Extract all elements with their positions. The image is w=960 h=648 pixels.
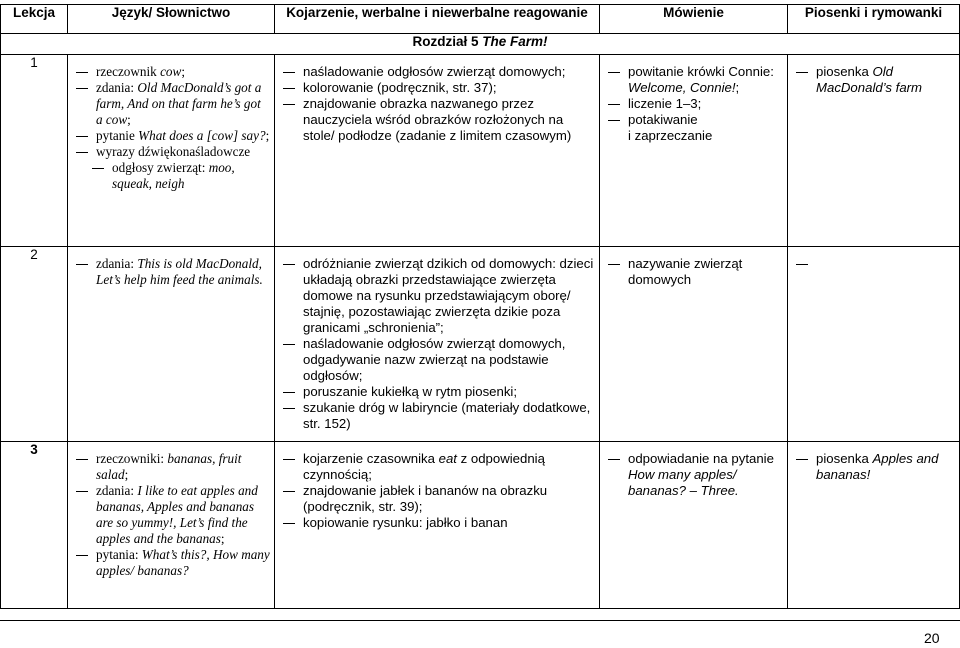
item-text: wyrazy dźwiękonaśladowcze [96,144,251,159]
list-item [275,80,595,96]
speaking-cell [600,55,788,247]
list-item [600,64,783,96]
songs-cell [788,55,960,247]
table-row [1,55,960,247]
list-item [275,483,595,515]
header-speaking: Mówienie [600,5,788,34]
list-item [600,96,783,112]
item-text: szukanie dróg w labiryncie (materiały dodatkowe, str. 152) [303,400,591,431]
chapter-row [1,34,960,55]
speaking-list [600,442,787,505]
item-text: ; [124,467,129,482]
lesson-plan-table [0,4,960,609]
list-item [275,96,595,144]
list-item [68,128,270,144]
item-text: Welcome, Connie! [628,80,736,95]
list-item [68,80,270,128]
language-list [68,247,274,294]
reacting-cell [275,247,600,442]
chapter-name: The Farm! [482,34,548,49]
item-text: cow [160,64,182,79]
language-list [68,442,274,585]
list-item [68,451,270,483]
list-item [275,451,595,483]
speaking-list [600,55,787,150]
chapter-title [1,34,960,55]
list-item [275,384,595,400]
lesson-number: 1 [1,55,68,247]
header-songs: Piosenki i rymowanki [788,5,960,34]
item-text: powitanie krówki Connie: [628,64,774,79]
item-text: odpowiadanie na pytanie [628,451,774,466]
list-item [600,128,783,144]
item-text: odgłosy zwierząt: [112,160,209,175]
list-item [68,547,270,579]
item-text: pytania: [96,547,142,562]
item-text: zdania: [96,483,138,498]
item-text: z odpowiednią czynnością; [303,451,545,482]
item-text: poruszanie kukiełką w rytm piosenki; [303,384,518,399]
item-text: piosenka [816,64,873,79]
list-item [275,64,595,80]
item-text: Old MacDonald’s got a farm, And on that farm he’s got a cow [96,80,262,127]
item-text: piosenka [816,451,873,466]
reacting-cell [275,55,600,247]
item-text: nazywanie zwierząt domowych [628,256,743,287]
list-item [275,400,595,432]
table-row [1,247,960,442]
item-text: naśladowanie odgłosów zwierząt domowych, odgadywanie nazw zwierząt na podstawie odgłosów; [303,336,566,383]
list-item [68,64,270,80]
table-row [1,442,960,609]
header-lesson: Lekcja [1,5,68,34]
songs-cell [788,247,960,442]
item-text: naśladowanie odgłosów zwierząt domowych; [303,64,566,79]
list-item [68,483,270,547]
item-text: bananas, fruit salad [96,451,242,482]
item-text: rzeczownik [96,64,161,79]
item-text: Apples and bananas! [816,451,939,482]
speaking-cell [600,247,788,442]
lesson-number: 2 [1,247,68,442]
list-item [68,256,270,288]
item-text: moo, squeak, neigh [112,160,235,191]
list-item [788,64,955,96]
item-text: zdania: [96,80,138,95]
list-item [275,256,595,336]
language-cell [68,55,275,247]
list-item [275,515,595,531]
language-cell [68,247,275,442]
item-text: potakiwanie [628,112,698,127]
item-text: This is old MacDonald, Let’s help him feed the animals. [96,256,263,287]
item-text: i zaprzeczanie [628,128,713,143]
list-item [600,112,783,128]
reacting-list [275,55,599,150]
header-language: Język/ Słownictwo [68,5,275,34]
item-text: Old MacDonald’s farm [816,64,923,95]
reacting-cell [275,442,600,609]
songs-list [788,442,959,489]
list-item [275,336,595,384]
list-item [68,144,270,160]
speaking-cell [600,442,788,609]
item-text: liczenie 1–3; [628,96,702,111]
item-text: odróżnianie zwierząt dzikich od domowych: dzieci układają obrazki przedstawiające zwierzęta domowe na rysunku przedstawiającym oborę/ stajnię, pozostawiając zwierzęta dzikie poza granicami „schronienia”; [303,256,594,335]
item-text: rzeczowniki: [96,451,168,466]
item-text: kolorowanie (podręcznik, str. 37); [303,80,497,95]
item-text: I like to eat apples and bananas, Apples and bananas are so yummy!, Let’s find the apples and the bananas [96,483,258,546]
item-text: kojarzenie czasownika [303,451,439,466]
list-item [600,451,783,499]
list-item [68,160,270,192]
list-item [788,451,955,483]
speaking-list [600,247,787,294]
songs-list [788,247,959,262]
item-text: znajdowanie jabłek i bananów na obrazku (podręcznik, str. 39); [303,483,548,514]
language-list [68,55,274,198]
item-text: ; [735,80,740,95]
page-divider [0,620,960,621]
reacting-list [275,442,599,537]
songs-list [788,55,959,102]
header-reacting: Kojarzenie, werbalne i niewerbalne reagowanie [275,5,600,34]
reacting-list [275,247,599,438]
item-text: ; [181,64,185,79]
songs-cell [788,442,960,609]
item-text: zdania: [96,256,138,271]
page-number: 20 [924,630,940,646]
chapter-prefix: Rozdział 5 [412,34,479,49]
item-text: What does a [cow] say? [138,128,266,143]
lesson-number: 3 [1,442,68,609]
item-text: What’s this?, How many apples/ bananas? [96,547,270,578]
item-text: eat [438,451,457,466]
item-text: kopiowanie rysunku: jabłko i banan [303,515,508,530]
item-text: How many apples/ bananas? – Three. [628,467,739,498]
list-item [600,256,783,288]
item-text: znajdowanie obrazka nazwanego przez nauczyciela wśród obrazków rozłożonych na stole/ podłodze (zadanie z limitem czasowym) [303,96,572,143]
language-cell [68,442,275,609]
item-text: pytanie [96,128,139,143]
header-row [1,5,960,34]
item-text: ; [220,531,225,546]
item-text: ; [265,128,270,143]
item-text: ; [127,112,131,127]
